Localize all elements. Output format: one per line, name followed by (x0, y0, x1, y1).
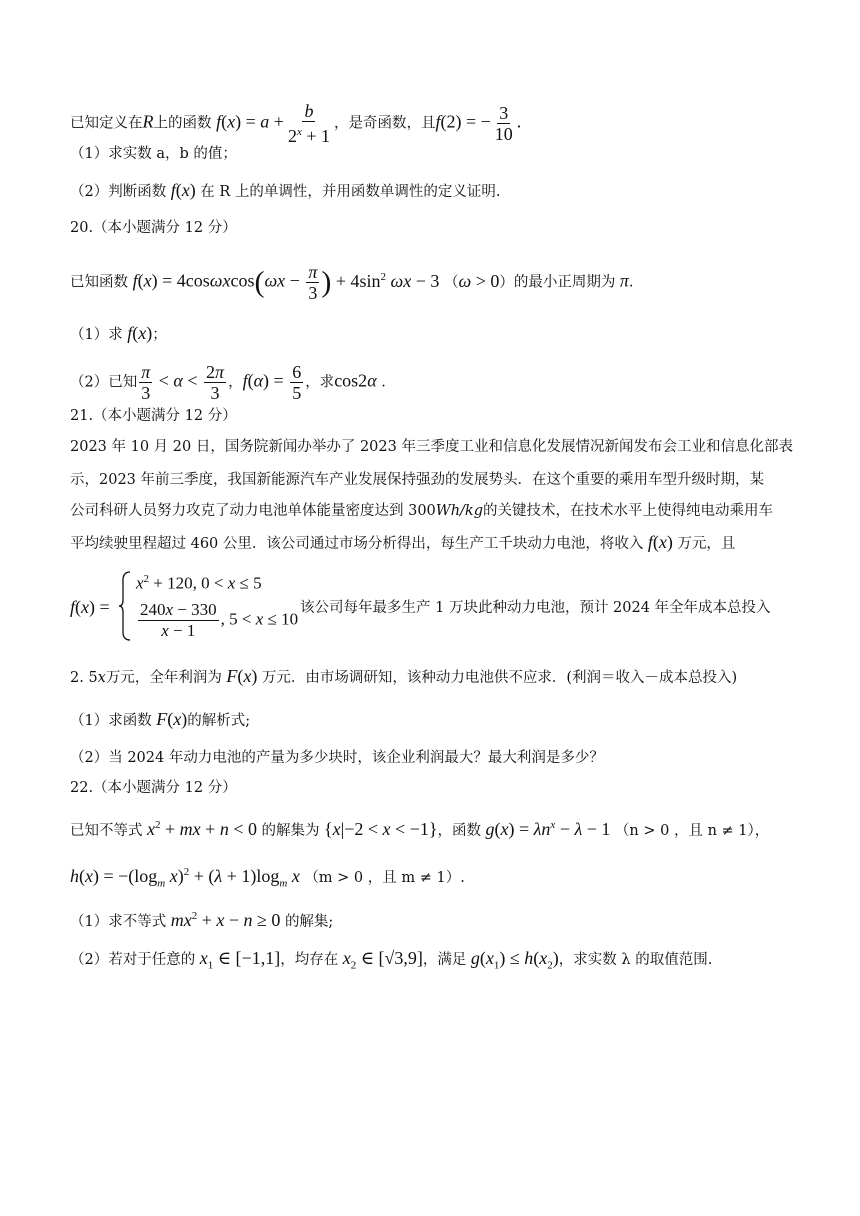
q19-stem: 已知定义在R上的函数 f(x) = a + $\frac{b}{2^x + 1}$ ，是奇函数，且f(2) = − $\frac{3}{10}$ . (70, 101, 522, 146)
q21-piecewise-after: 该公司每年最多生产 1 万块此种动力电池，预计 2024 年全年成本总投入 (300, 600, 771, 616)
q20-header: 20.（本小题满分 12 分） (70, 220, 237, 236)
q21-part1: （1）求函数 F(x)的解析式; (70, 709, 251, 729)
q22-stem: 已知不等式 $x^2$ + mx + n < 0 的解集为 {x|−2 < x < −1}，函数 $g(x) = \lambda n^x - \lambda - 1$ （n > 0 ，且 n ≠ 1）， (70, 819, 770, 839)
q19-part2: （2）判断函数 f(x) 在 R 上的单调性，并用函数单调性的定义证明. (70, 180, 501, 200)
q21-line3: 公司科研人员努力攻克了动力电池单体能量密度达到 300Wh/kg的关键技术，在技术水平上使得纯电动乘用车 (70, 503, 773, 519)
q21-piece2: $\frac{240x - 330}{x - 1}$ , 5 < x ≤ 10 (140, 600, 299, 640)
q19-function: f(x) = a + (216, 111, 284, 132)
q22-header: 22.（本小题满分 12 分） (70, 780, 237, 796)
q22-part1: （1）求不等式 $mx^2 + x - n \ge 0$ 的解集; (70, 910, 334, 930)
q21-line4: 平均续驶里程超过 460 公里．该公司通过市场分析得出，每生产工千块动力电池，将收入 f(x) 万元，且 (70, 532, 736, 552)
q21-part2: （2）当 2024 年动力电池的产量为多少块时，该企业利润最大？最大利润是多少？ (70, 750, 604, 766)
q21-header: 21.（本小题满分 12 分） (70, 408, 237, 424)
q19-fraction: $\frac{b}{2^x + 1}$ (287, 101, 330, 146)
q20-part1: （1）求 f(x)； (70, 323, 167, 343)
q21-piece1: $x^2 + 120$, 0 < x ≤ 5 (136, 573, 262, 593)
q20-part2: （2）已知 $\frac{\pi}{3}$ < α < $\frac{2\pi}{3}$ ，f(α) = $\frac{6}{5}$ ，求cos2α . (70, 362, 386, 403)
q21-line2: 示，2023 年前三季度，我国新能源汽车产业发展保持强劲的发展势头．在这个重要的乘用车型升级时期，某 (70, 472, 765, 488)
q22-part2: （2）若对于任意的 $x_1$ ∈ [−1,1]，均存在 $x_2$ ∈ [√3,9]，满足 $g(x_1) \le h(x_2)$，求实数 λ 的取值范围. (70, 948, 713, 972)
q20-stem: 已知函数 f(x) = 4cosωxcos(ωx − $\frac{\pi}{3}$ ) + $4\sin^2$ ωx − 3 （ω > 0）的最小正周期为 π. (70, 262, 634, 303)
q21-piecewise-lhs: f(x) = (70, 597, 110, 617)
q21-line6: 2. 5x万元，全年利润为 F(x) 万元．由市场调研知，该种动力电池供不应求．(利润＝收入－成本总投入) (70, 666, 738, 686)
piecewise-brace-icon (118, 570, 132, 642)
q19-part1: （1）求实数 a，b 的值； (70, 146, 237, 162)
q21-line1: 2023 年 10 月 20 日，国务院新闻办举办了 2023 年三季度工业和信息化发展情况新闻发布会工业和信息化部表 (70, 439, 793, 455)
q22-h-function: $h(x) = -(\log_m$ $x)^2 + (\lambda + 1)\log_m$ x （m > 0 ，且 m ≠ 1）. (70, 866, 465, 890)
